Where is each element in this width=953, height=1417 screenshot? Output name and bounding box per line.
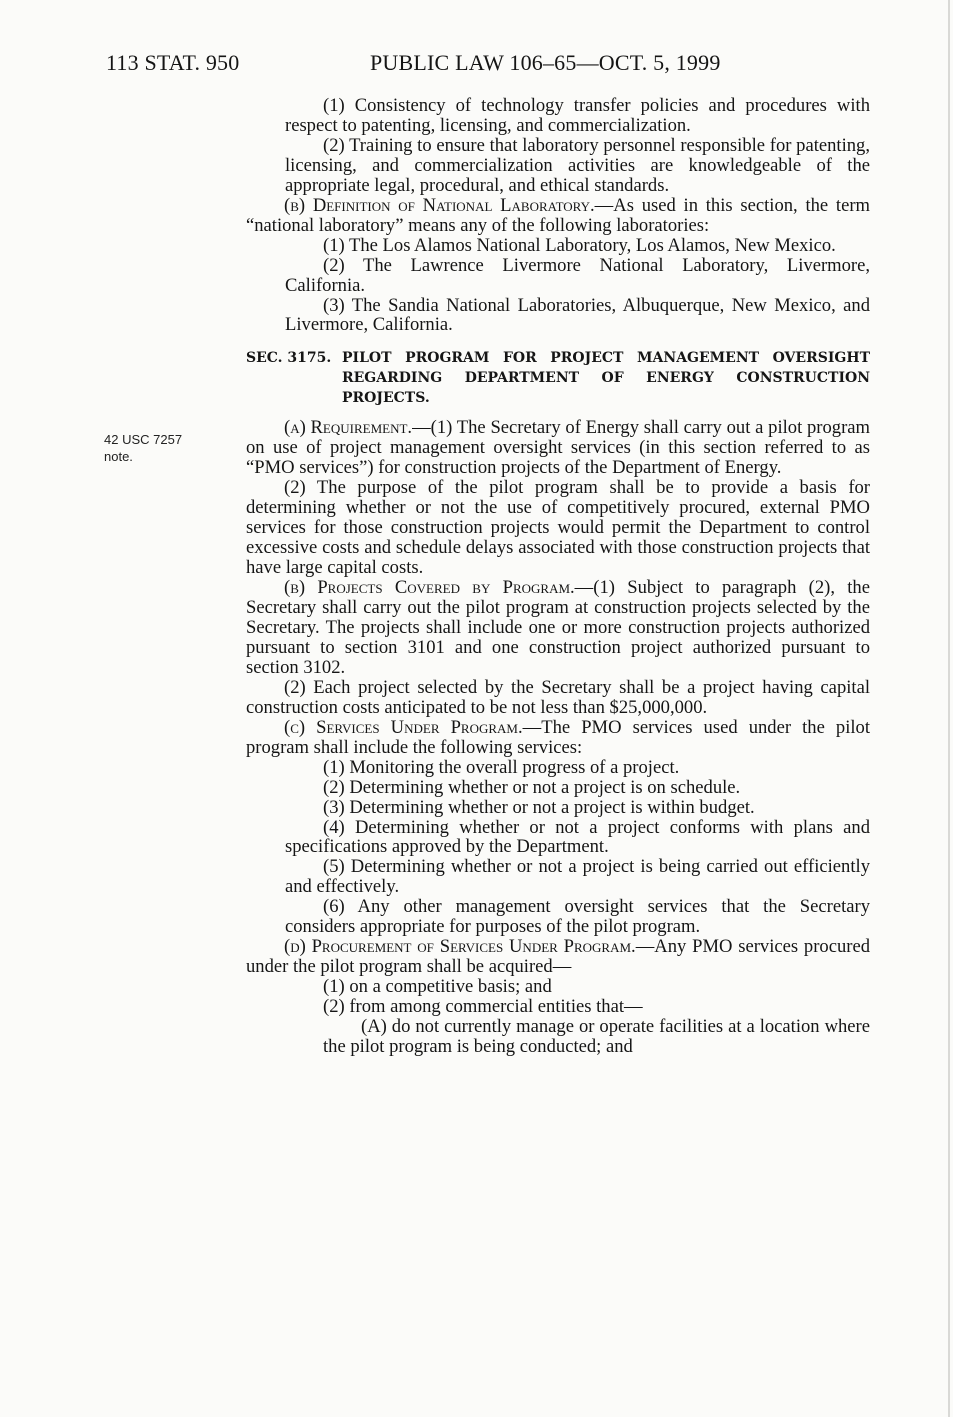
list-item: (5) Determining whether or not a project is being carried out efficiently and effectively. bbox=[285, 856, 870, 898]
subsection-b bbox=[246, 578, 870, 678]
subsection-text: —(1) Subject to paragraph (2), the Secretary shall carry out the pilot program at construction projects selected by the Secretary. The projects shall include one or more construction projects authorized pursuant to section 3101 and one construction project authorized pursuant to section 3102. bbox=[246, 577, 870, 678]
list-item: (1) The Los Alamos National Laboratory, Los Alamos, New Mexico. bbox=[323, 234, 836, 256]
subsection-heading: (b) Definition of National Laboratory. bbox=[284, 194, 595, 216]
subsection-heading: (b) Projects Covered by Program. bbox=[284, 577, 575, 599]
list-item: (2) The Lawrence Livermore National Laboratory, Livermore, California. bbox=[285, 254, 870, 296]
subsection-d bbox=[246, 937, 870, 977]
list-item: (2) from among commercial entities that— bbox=[323, 996, 643, 1018]
list-item: (6) Any other management oversight services that the Secretary considers appropriate for purposes of the pilot program. bbox=[285, 896, 870, 938]
subsection-b bbox=[246, 196, 870, 236]
subsection-text: —As used in this section, the term “national laboratory” means any of the following laboratories: bbox=[246, 194, 871, 236]
list-item: (1) on a competitive basis; and bbox=[323, 976, 552, 998]
page-edge bbox=[948, 0, 950, 1417]
subsection-a bbox=[246, 418, 870, 478]
paragraph: (2) Each project selected by the Secretary shall be a project having capital construction costs anticipated to be not less than $25,000,000. bbox=[246, 676, 870, 718]
section-title: PILOT PROGRAM FOR PROJECT MANAGEMENT OVERSIGHT REGARDING DEPARTMENT OF ENERGY CONSTRUCTION PROJECTS. bbox=[342, 350, 870, 407]
page-body bbox=[246, 96, 870, 1057]
subsection-c bbox=[246, 718, 870, 758]
subsection-text: —Any PMO services procured under the pilot program shall be acquired— bbox=[246, 936, 870, 978]
margin-citation-line: 42 USC 7257 bbox=[104, 432, 183, 447]
margin-citation-note: note. bbox=[104, 449, 133, 464]
subsection-text: —The PMO services used under the pilot program shall include the following services: bbox=[246, 716, 870, 758]
subsection-heading: (d) Procurement of Services Under Program. bbox=[284, 936, 636, 958]
paragraph: (1) Consistency of technology transfer policies and procedures with respect to patenting, licensing, and commercialization. bbox=[285, 95, 870, 136]
paragraph: (2) The purpose of the pilot program shall be to provide a basis for determining whether or not the use of competitively procured, external PMO services for those construction projects would permit the Department to control excessive costs and schedule delays associated with those construction projects that have large capital costs. bbox=[246, 477, 870, 579]
section-number: SEC. 3175. bbox=[246, 350, 332, 367]
subsection-text: —(1) The Secretary of Energy shall carry out a pilot program on use of project management oversight services (in this section referred to as “PMO services”) for construction projects of the Department of Energy. bbox=[246, 417, 870, 479]
subsection-heading: (a) Requirement. bbox=[284, 417, 413, 439]
margin-citation bbox=[104, 431, 182, 465]
list-subitem: (A) do not currently manage or operate facilities at a location where the pilot program is being conducted; and bbox=[323, 1016, 870, 1057]
list-item: (1) Monitoring the overall progress of a project. bbox=[323, 756, 680, 778]
subsection-heading: (c) Services Under Program. bbox=[284, 716, 523, 738]
page-reference: 113 STAT. 950 bbox=[106, 50, 240, 75]
paragraph: (2) Training to ensure that laboratory personnel responsible for patenting, licensing, and commercialization activities are knowledgeable of the appropriate legal, procedural, and ethical standards. bbox=[285, 134, 870, 196]
list-item: (2) Determining whether or not a project is on schedule. bbox=[323, 776, 741, 798]
list-item: (4) Determining whether or not a project conforms with plans and specifications approved by the Department. bbox=[285, 816, 870, 858]
section-heading bbox=[246, 348, 870, 408]
law-title: PUBLIC LAW 106–65—OCT. 5, 1999 bbox=[370, 50, 721, 75]
list-item: (3) The Sandia National Laboratories, Albuquerque, New Mexico, and Livermore, California. bbox=[285, 294, 870, 336]
list-item: (3) Determining whether or not a project is within budget. bbox=[323, 796, 755, 818]
